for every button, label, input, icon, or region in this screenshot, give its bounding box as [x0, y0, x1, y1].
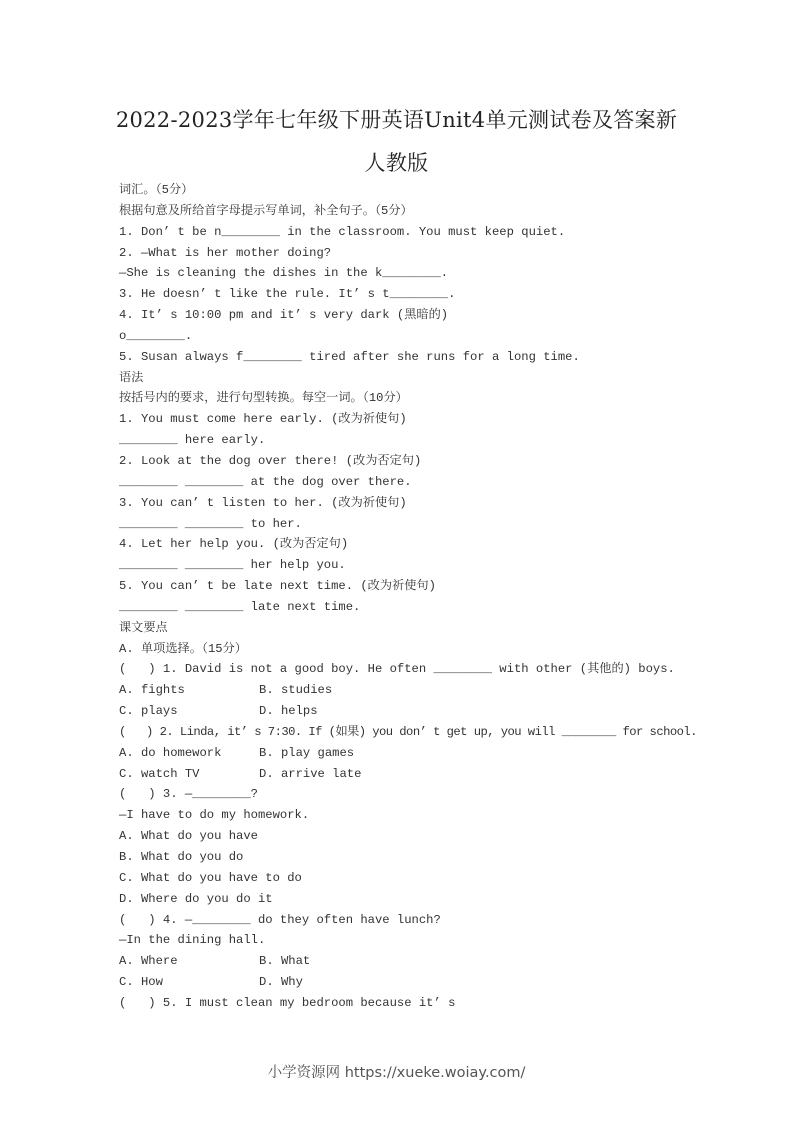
grammar-answer-line: ________ ________ her help you. — [119, 558, 346, 573]
option-a: A. What do you have — [119, 829, 258, 844]
option-d: D. arrive late — [259, 766, 362, 781]
vocab-item: 2. —What is her mother doing? — [119, 245, 332, 260]
footer-watermark: 小学资源网 https://xueke.woiay.com/ — [267, 1065, 526, 1081]
grammar-answer-line: ________ ________ late next time. — [119, 599, 361, 614]
document-title-line-1: 2022-2023学年七年级下册英语Unit4单元测试卷及答案新 — [115, 108, 678, 132]
option-c: C. watch TV — [119, 766, 200, 781]
grammar-item: 4. Let her help you. (改为否定句) — [119, 537, 349, 552]
option-c: C. How — [119, 975, 163, 990]
option-d: D. Where do you do it — [119, 891, 273, 906]
question-2-options-row-1 — [119, 743, 719, 764]
option-a: A. do homework — [119, 745, 222, 760]
grammar-answer-line: ________ ________ to her. — [119, 516, 302, 531]
grammar-answer-line: ________ ________ at the dog over there. — [119, 474, 412, 489]
question-3-answer-line: —I have to do my homework. — [119, 808, 310, 823]
vocab-item: 1. Don’ t be n________ in the classroom. You must keep quiet. — [119, 224, 566, 239]
question-2-stem: ( ) 2. Linda, it’ s 7:30. If (如果) you don’ t get up, you will ________ for school. — [119, 724, 697, 739]
option-a: A. Where — [119, 954, 178, 969]
option-d: D. helps — [259, 704, 318, 719]
section-subheading-multiple-choice: A. 单项选择。（15分） — [119, 641, 247, 656]
section-instruction: 按括号内的要求，进行句型转换。每空一词。（10分） — [119, 391, 408, 406]
vocab-item: —She is cleaning the dishes in the k________. — [119, 266, 449, 281]
option-b: B. What do you do — [119, 850, 244, 864]
grammar-item: 5. You can’ t be late next time. (改为祈使句) — [119, 579, 436, 594]
vocab-item: 5. Susan always f________ tired after she runs for a long time. — [119, 349, 580, 364]
grammar-item: 3. You can’ t listen to her. (改为祈使句) — [119, 495, 407, 510]
option-b: B. studies — [259, 683, 333, 698]
vocab-item: 4. It’ s 10:00 pm and it’ s very dark (黑暗的) — [119, 308, 449, 323]
question-2-options-row-2 — [119, 764, 719, 785]
question-4-answer-line: —In the dining hall. — [119, 933, 266, 948]
grammar-item: 1. You must come here early. (改为祈使句) — [119, 412, 407, 427]
grammar-answer-line: ________ here early. — [119, 433, 266, 448]
option-d: D. Why — [259, 975, 303, 990]
question-4-options-row-1 — [119, 951, 719, 972]
document-body — [119, 180, 719, 1014]
option-a: A. fights — [119, 683, 185, 698]
question-1-options-row-1 — [119, 680, 719, 701]
question-4-options-row-2 — [119, 972, 719, 993]
option-c: C. What do you have to do — [119, 870, 302, 885]
section-heading-grammar: 语法 — [119, 370, 144, 385]
vocab-item: o________. — [119, 328, 193, 343]
question-1-options-row-2 — [119, 701, 719, 722]
grammar-item: 2. Look at the dog over there! (改为否定句) — [119, 453, 422, 468]
section-instruction: 根据句意及所给首字母提示写单词，补全句子。（5分） — [119, 203, 413, 218]
question-5-stem: ( ) 5. I must clean my bedroom because it’ s — [119, 995, 456, 1010]
section-heading-text-points: 课文要点 — [119, 620, 168, 635]
question-3-stem: ( ) 3. —________? — [119, 787, 258, 802]
option-b: B. play games — [259, 745, 355, 760]
question-4-stem: ( ) 4. —________ do they often have lunch? — [119, 912, 441, 927]
document-title-line-2: 人教版 — [364, 151, 429, 175]
option-b: B. What — [259, 954, 311, 969]
section-heading-vocabulary: 词汇。（5分） — [119, 183, 194, 197]
vocab-item: 3. He doesn’ t like the rule. It’ s t________. — [119, 287, 456, 302]
question-1-stem: ( ) 1. David is not a good boy. He often ________ with other (其他的) boys. — [119, 662, 675, 677]
option-c: C. plays — [119, 704, 178, 719]
